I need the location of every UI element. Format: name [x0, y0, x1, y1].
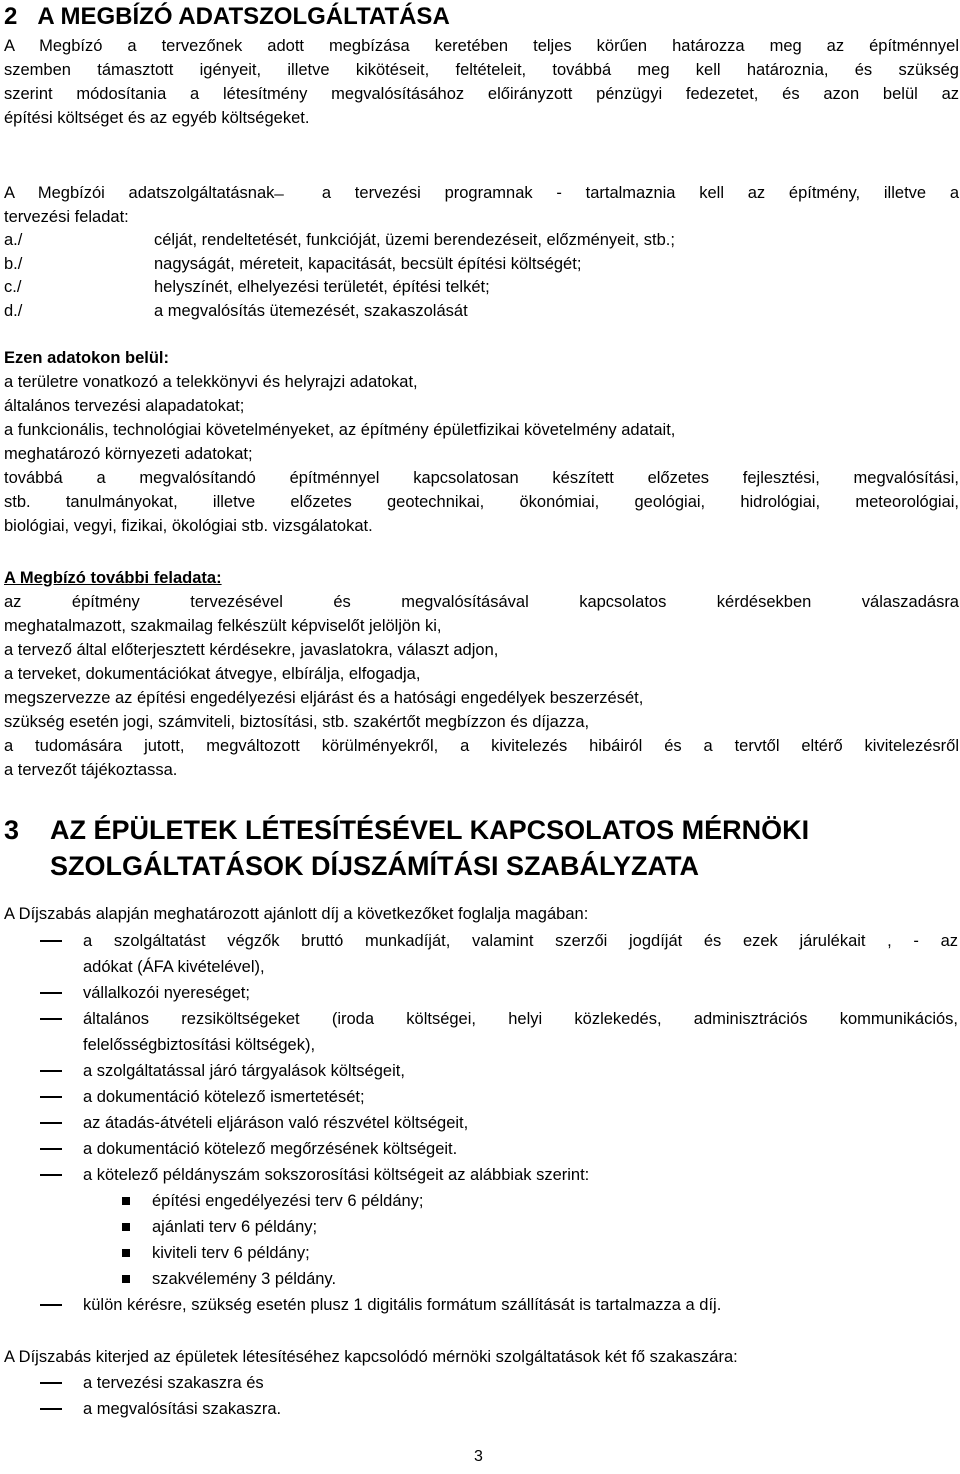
text-line: meghatalmazott, szakmailag felkészült képviselőt jelöljön ki,	[4, 617, 442, 635]
list-text: a dokumentáció kötelező ismertetését;	[83, 1088, 365, 1106]
list-text: vállalkozói nyereséget;	[83, 984, 250, 1002]
list-text: a dokumentáció kötelező megőrzésének költségeit.	[83, 1140, 458, 1158]
list-item	[0, 1370, 958, 1396]
text-line: a terveket, dokumentációkat átvegye, elbírálja, elfogadja,	[4, 665, 421, 683]
list-text: helyszínét, elhelyezési területét, építési telkét;	[154, 278, 490, 296]
text-line: a tervező által előterjesztett kérdésekre, javaslatokra, választ adjon,	[4, 641, 499, 659]
text-line: szükség esetén jogi, számviteli, biztosítási, stb. szakértőt megbízzon és díjazza,	[4, 713, 590, 731]
list-text: célját, rendeltetését, funkcióját, üzemi berendezéseit, előzményeit, stb.;	[154, 231, 675, 249]
list-item	[0, 1006, 958, 1058]
list-text: általános rezsiköltségeket (iroda költségei, helyi közlekedés, adminisztrációs kommunikációs,	[83, 1010, 958, 1028]
list-text: az átadás-átvételi eljáráson való részvétel költségeit,	[83, 1114, 469, 1132]
within-paragraph	[4, 346, 959, 538]
list-item	[0, 1110, 958, 1136]
within-heading: Ezen adatokon belül:	[4, 349, 170, 367]
section-3-title-line: SZOLGÁLTATÁSOK DÍJSZÁMÍTÁSI SZABÁLYZATA	[50, 851, 699, 881]
text-line: A Megbízó a tervezőnek adott megbízása keretében teljes körűen határozza meg az építménnyel	[4, 37, 959, 55]
list-item	[0, 1292, 958, 1318]
section-3-title	[50, 812, 950, 884]
sub-list-text: ajánlati terv 6 példány;	[152, 1218, 318, 1236]
section-2-heading	[4, 2, 450, 32]
list-item	[0, 1162, 958, 1292]
dash-bullet-icon	[40, 1408, 62, 1410]
section-3-number: 3	[4, 815, 20, 845]
list-item	[0, 1058, 958, 1084]
text-line: általános tervezési alapadatokat;	[4, 397, 245, 415]
text-line: stb. tanulmányokat, illetve előzetes geotechnikai, ökonómiai, geológiai, hidrológiai, meteorológiai,	[4, 493, 959, 511]
text-line: továbbá a megvalósítandó építménnyel kapcsolatosan készített előzetes fejlesztési, megvalósítási,	[4, 469, 959, 487]
dash-bullet-icon	[40, 1174, 62, 1176]
list-label: d./	[4, 301, 23, 320]
dash-bullet-icon	[40, 940, 62, 942]
list-text: külön kérésre, szükség esetén plusz 1 digitális formátum szállítását is tartalmazza a díj.	[83, 1296, 722, 1314]
further-paragraph	[4, 566, 959, 782]
list-text: nagyságát, méreteit, kapacitását, becsült építési költségét;	[154, 254, 582, 273]
list-item	[4, 229, 959, 253]
page-number: 3	[474, 1448, 483, 1465]
square-bullet-icon	[122, 1197, 130, 1205]
list-label: b./	[4, 254, 23, 273]
section-3-heading	[4, 812, 810, 881]
list-text: a szolgáltatást végzők bruttó munkadíját, valamint szerzői jogdíját és ezek járulékait , - az	[83, 932, 958, 950]
sub-list-text: kiviteli terv 6 példány;	[152, 1244, 310, 1262]
list-text: a megvalósítás ütemezését, szakaszolását	[154, 301, 468, 320]
text-line: szemben támasztott igényeit, illetve kikötéseit, feltételeit, továbbá meg kell határoznia, és szükség	[4, 61, 959, 79]
section-2-title: A MEGBÍZÓ ADATSZOLGÁLTATÁSA	[37, 3, 450, 30]
list-item	[4, 253, 959, 277]
text-line: a tervezőt tájékoztassa.	[4, 761, 178, 779]
phase-list	[0, 1370, 958, 1422]
list-label: c./	[4, 278, 22, 296]
dash-bullet-icon	[40, 1148, 62, 1150]
intro-paragraph	[4, 34, 959, 130]
list-label: a./	[4, 231, 23, 249]
text-line: A Díjszabás kiterjed az épületek létesítéséhez kapcsolódó mérnöki szolgáltatások két fő szakaszára:	[4, 1348, 738, 1366]
sub-list-item	[83, 1188, 958, 1214]
dash-bullet-icon	[40, 1122, 62, 1124]
list-item	[0, 1396, 958, 1422]
dash-bullet-icon	[40, 1070, 62, 1072]
list-text: a tervezési szakaszra és	[83, 1374, 264, 1392]
list-text: adókat (ÁFA kivételével),	[83, 958, 265, 976]
text-line: A Megbízói adatszolgáltatásnak ̶ a tervezési programnak - tartalmaznia kell az építmény, illetve a	[4, 184, 959, 202]
list-item	[4, 276, 959, 300]
text-line: a tudomására jutott, megváltozott körülményekről, a kivitelezés hibáiról és a tervtől eltérő kivitelezésről	[4, 737, 959, 755]
program-list	[4, 229, 959, 323]
square-bullet-icon	[122, 1249, 130, 1257]
list-item	[0, 1084, 958, 1110]
sub-list-item	[83, 1240, 958, 1266]
list-item	[0, 980, 958, 1006]
list-item	[4, 300, 959, 324]
text-line: szerint módosítania a létesítmény megvalósításához előirányzott pénzügyi fedezetet, és azon belül az	[4, 85, 959, 103]
dash-bullet-icon	[40, 992, 62, 994]
text-line: tervezési feladat:	[4, 208, 129, 226]
sub-list-text: szakvélemény 3 példány.	[152, 1270, 337, 1288]
dash-bullet-icon	[40, 1096, 62, 1098]
dash-bullet-icon	[40, 1304, 62, 1306]
list-text: a kötelező példányszám sokszorosítási költségeit az alábbiak szerint:	[83, 1166, 590, 1184]
list-text: a megvalósítási szakaszra.	[83, 1400, 282, 1418]
sub-list	[83, 1188, 958, 1292]
list-text: a szolgáltatással járó tárgyalások költségeit,	[83, 1062, 405, 1080]
text-line: megszervezze az építési engedélyezési eljárást és a hatósági engedélyek beszerzését,	[4, 689, 644, 707]
list-item	[0, 928, 958, 980]
program-paragraph	[4, 181, 959, 229]
section-3-title-line: AZ ÉPÜLETEK LÉTESÍTÉSÉVEL KAPCSOLATOS MÉRNÖKI	[50, 815, 810, 845]
text-line: A Díjszabás alapján meghatározott ajánlott díj a következőket foglalja magában:	[4, 905, 589, 923]
sub-list-item	[83, 1214, 958, 1240]
text-line: építési költséget és az egyéb költségeket.	[4, 109, 310, 127]
fee-list	[0, 928, 958, 1318]
square-bullet-icon	[122, 1275, 130, 1283]
list-text: felelősségbiztosítási költségek),	[83, 1036, 316, 1054]
section-2-number: 2	[4, 3, 18, 30]
list-item	[0, 1136, 958, 1162]
text-line: a funkcionális, technológiai követelményeket, az építmény épületfizikai követelmény adatait,	[4, 421, 676, 439]
text-line: a területre vonatkozó a telekkönyvi és helyrajzi adatokat,	[4, 373, 418, 391]
text-line: meghatározó környezeti adatokat;	[4, 445, 253, 463]
further-heading: A Megbízó további feladata:	[4, 569, 222, 587]
sub-list-item	[83, 1266, 958, 1292]
dash-bullet-icon	[40, 1382, 62, 1384]
sub-list-text: építési engedélyezési terv 6 példány;	[152, 1192, 424, 1210]
text-line: biológiai, vegyi, fizikai, ökológiai stb. vizsgálatokat.	[4, 517, 373, 535]
square-bullet-icon	[122, 1223, 130, 1231]
text-line: az építmény tervezésével és megvalósításával kapcsolatos kérdésekben válaszadásra	[4, 593, 959, 611]
phase-intro	[4, 1345, 959, 1369]
fee-intro	[4, 902, 959, 926]
dash-bullet-icon	[40, 1018, 62, 1020]
